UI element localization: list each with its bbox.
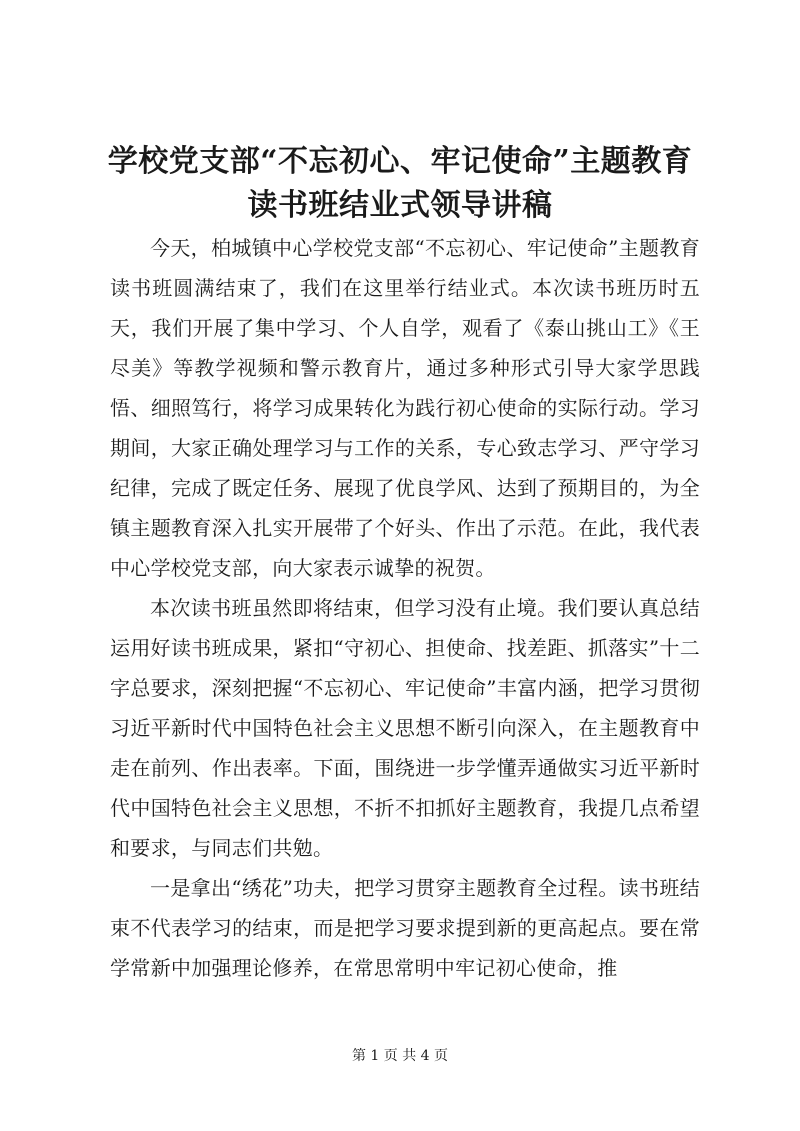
title-line-2: 读书班结业式领导讲稿 bbox=[247, 188, 553, 223]
document-body bbox=[110, 228, 700, 988]
page-number: 第 1 页 共 4 页 bbox=[351, 1048, 449, 1064]
title-line-1: 学校党支部“不忘初心、牢记使命”主题教育 bbox=[107, 144, 693, 179]
paragraph-3: 一是拿出“绣花”功夫，把学习贯穿主题教育全过程。读书班结束不代表学习的结束，而是把学习要求提到新的更高起点。要在常学常新中加强理论修养，在常思常明中牢记初心使命，推 bbox=[110, 876, 700, 980]
document-title bbox=[0, 140, 800, 228]
page-footer bbox=[0, 1046, 800, 1066]
paragraph-1: 今天，柏城镇中心学校党支部“不忘初心、牢记使命”主题教育读书班圆满结束了，我们在这里举行结业式。本次读书班历时五天，我们开展了集中学习、个人自学，观看了《泰山挑山工》《王尽美》等教学视频和警示教育片，通过多种形式引导大家学思践悟、细照笃行，将学习成果转化为践行初心使命的实际行动。学习期间，大家正确处理学习与工作的关系，专心致志学习、严守学习纪律，完成了既定任务、展现了优良学风、达到了预期目的，为全镇主题教育深入扎实开展带了个好头、作出了示范。在此，我代表中心学校党支部，向大家表示诚挚的祝贺。 bbox=[110, 236, 700, 580]
paragraph-2: 本次读书班虽然即将结束，但学习没有止境。我们要认真总结运用好读书班成果，紧扣“守初心、担使命、找差距、抓落实”十二字总要求，深刻把握“不忘初心、牢记使命”丰富内涵，把学习贯彻习近平新时代中国特色社会主义思想不断引向深入，在主题教育中走在前列、作出表率。下面，围绕进一步学懂弄通做实习近平新时代中国特色社会主义思想，不折不扣抓好主题教育，我提几点希望和要求，与同志们共勉。 bbox=[110, 596, 700, 860]
